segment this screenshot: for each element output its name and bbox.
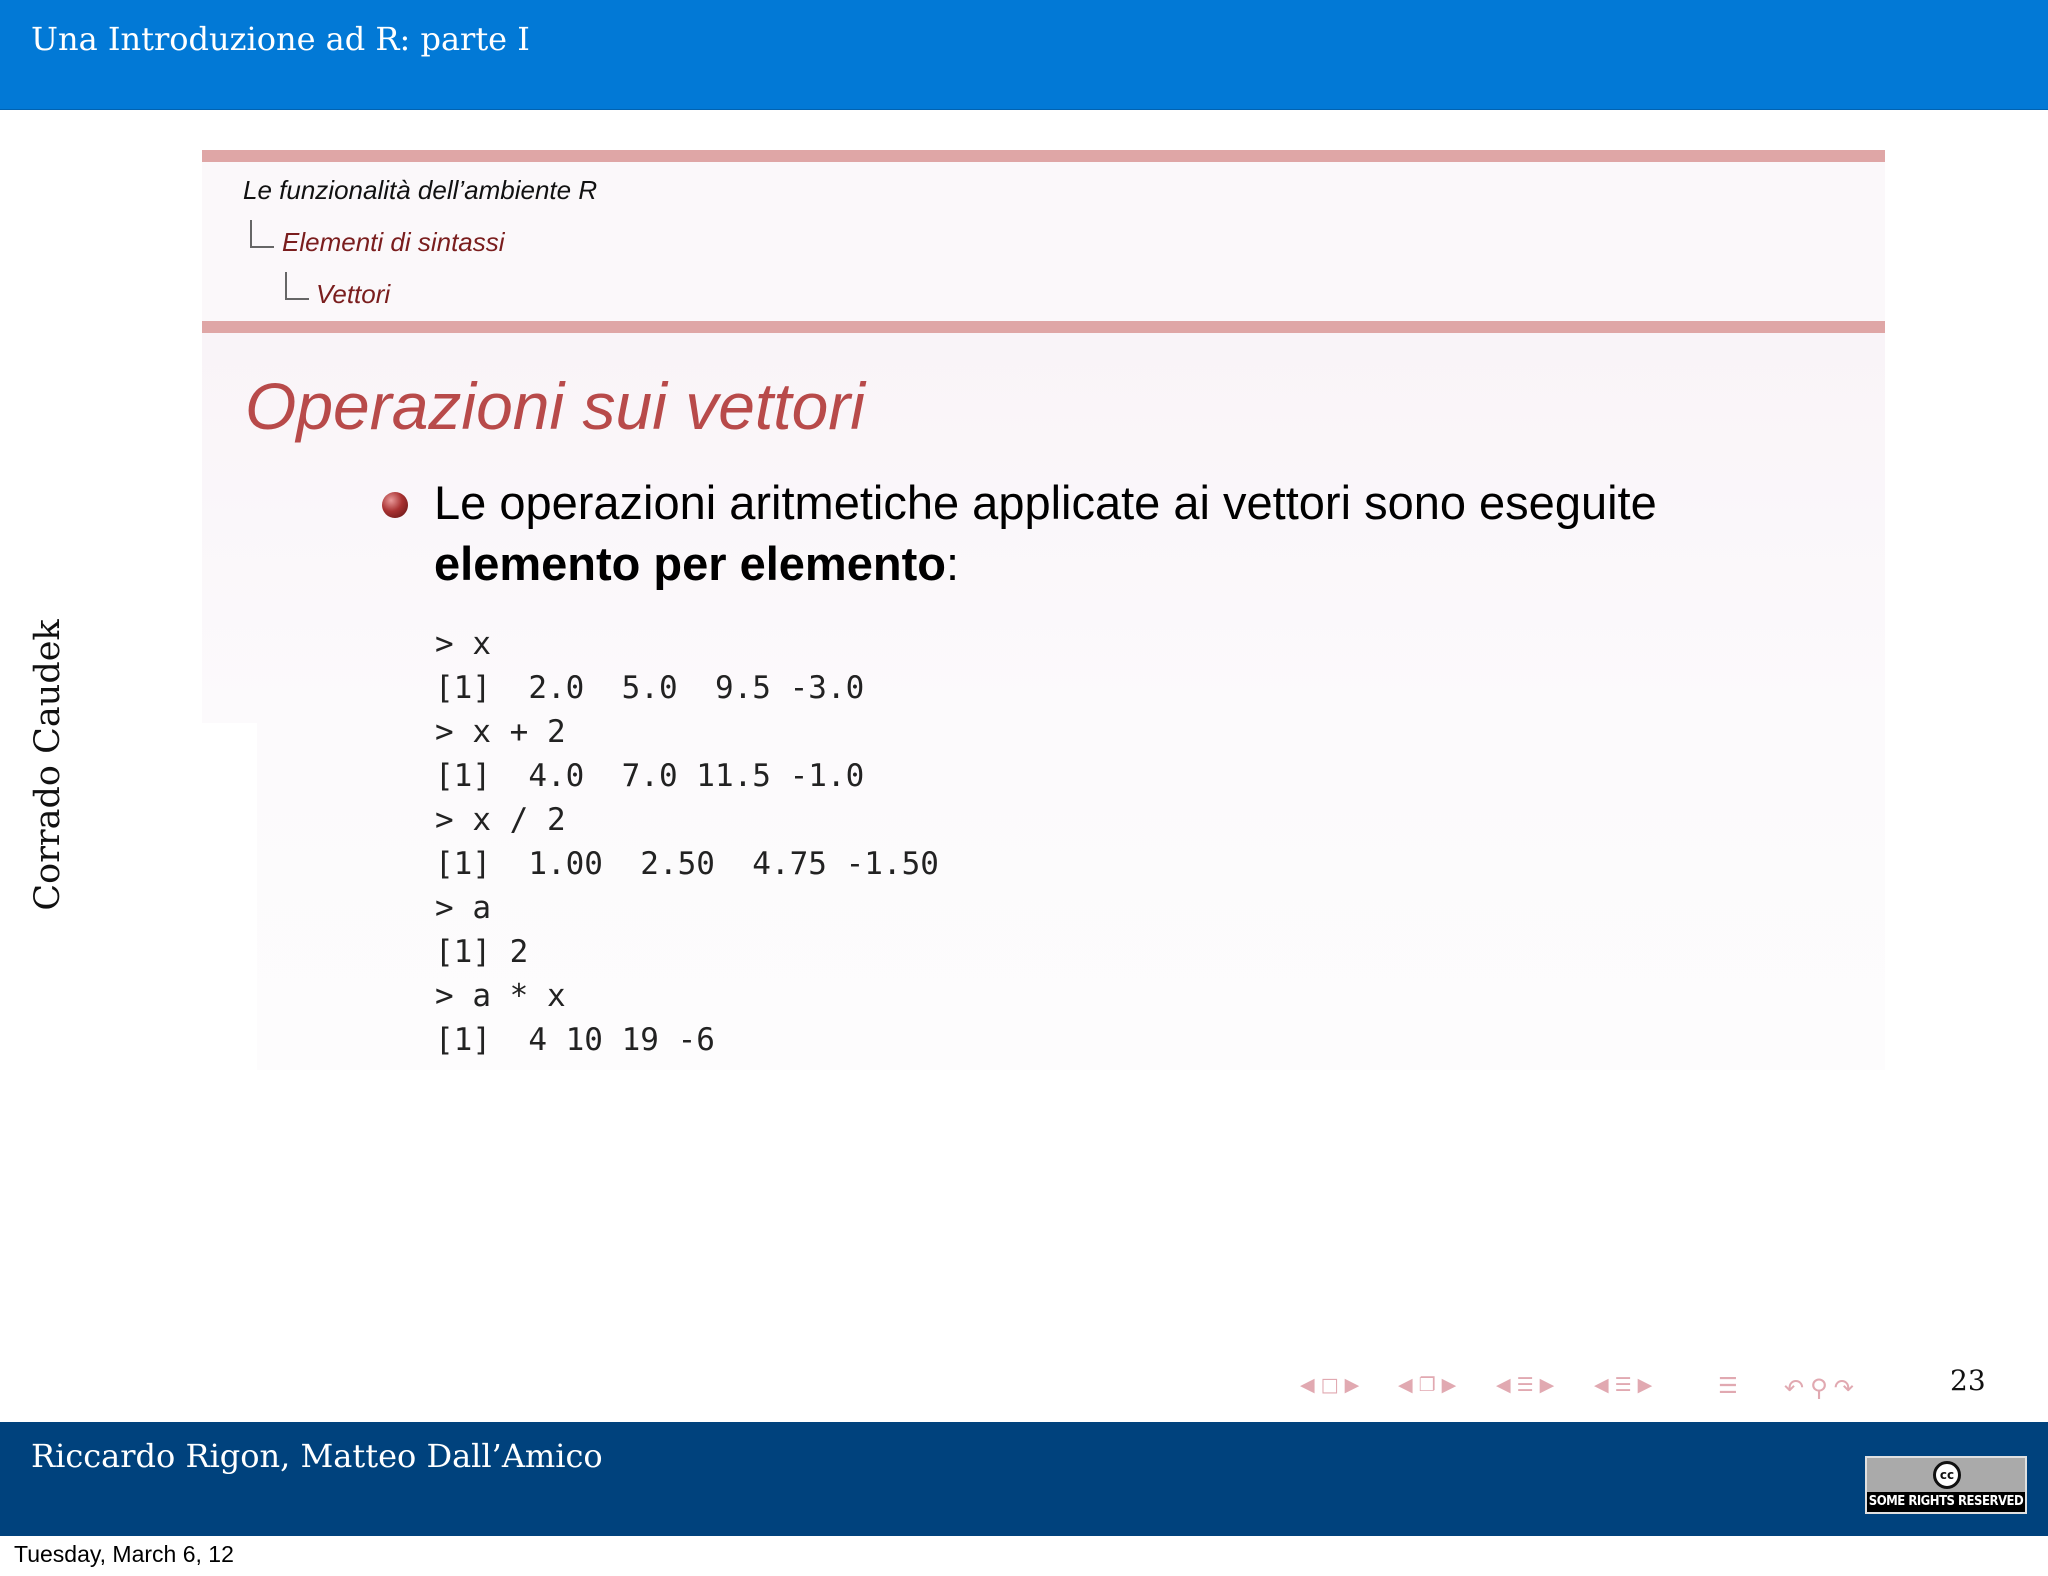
side-author-name: Corrado Caudek <box>28 619 68 911</box>
nav-frame-icon[interactable]: □ <box>1320 1374 1339 1396</box>
nav-next-document-icon[interactable]: ▶ <box>1637 1374 1653 1396</box>
nav-document-group <box>1594 1374 1658 1404</box>
bullet-bold-text: elemento per elemento <box>434 537 946 590</box>
code-line: > x + 2 <box>435 714 566 750</box>
code-line: [1] 2 <box>435 934 529 970</box>
page-date: Tuesday, March 6, 12 <box>14 1541 234 1567</box>
nav-tools-group <box>1784 1374 1860 1404</box>
code-line: [1] 2.0 5.0 9.5 -3.0 <box>435 670 865 706</box>
tree-connector-icon <box>250 220 274 248</box>
nav-toc-icon[interactable]: ☰ <box>1718 1374 1738 1399</box>
nav-prev-subsection-icon[interactable]: ◀ <box>1398 1374 1413 1396</box>
nav-subsection-group <box>1398 1374 1462 1404</box>
breadcrumb-rule-bottom <box>202 321 1885 333</box>
nav-next-frame-icon[interactable]: ▶ <box>1344 1374 1360 1396</box>
nav-prev-section-icon[interactable]: ◀ <box>1496 1374 1511 1396</box>
nav-forward-icon[interactable]: ↷ <box>1833 1374 1854 1402</box>
cc-logo-icon: cc <box>1933 1461 1961 1489</box>
bullet-text-line-1: Le operazioni aritmetiche applicate ai vettori sono eseguite <box>434 476 1657 529</box>
bullet-tail-text: : <box>945 537 959 590</box>
nav-document-icon[interactable]: ☰ <box>1614 1374 1632 1396</box>
breadcrumb-section[interactable]: Le funzionalità dell’ambiente R <box>243 175 598 205</box>
nav-prev-frame-icon[interactable]: ◀ <box>1300 1374 1315 1396</box>
code-line: [1] 4.0 7.0 11.5 -1.0 <box>435 758 865 794</box>
nav-next-subsection-icon[interactable]: ▶ <box>1441 1374 1457 1396</box>
cc-license-badge[interactable] <box>1865 1456 2027 1514</box>
breadcrumb-subsection[interactable]: Elementi di sintassi <box>282 227 505 257</box>
presentation-title: Una Introduzione ad R: parte I <box>31 20 530 58</box>
code-line: [1] 4 10 19 -6 <box>435 1022 715 1058</box>
bullet-ball-icon <box>382 492 408 518</box>
slide-frame <box>202 150 1885 1070</box>
breadcrumb-rule-top <box>202 150 1885 162</box>
nav-back-icon[interactable]: ↶ <box>1784 1374 1805 1402</box>
code-line: [1] 1.00 2.50 4.75 -1.50 <box>435 846 939 882</box>
nav-search-icon[interactable]: ⚲ <box>1810 1374 1828 1402</box>
nav-frame-group <box>1300 1374 1365 1404</box>
breadcrumb-subsubsection[interactable]: Vettori <box>316 279 391 309</box>
page-number: 23 <box>1950 1364 1986 1397</box>
nav-section-group <box>1496 1374 1560 1404</box>
slide-title: Operazioni sui vettori <box>245 369 865 443</box>
cc-license-text: SOME RIGHTS RESERVED <box>1867 1492 2025 1512</box>
footer-authors: Riccardo Rigon, Matteo Dall’Amico <box>31 1437 603 1475</box>
code-block <box>435 622 939 1062</box>
nav-section-icon[interactable]: ☰ <box>1516 1374 1534 1396</box>
tree-connector-icon <box>285 272 309 300</box>
code-line: > a * x <box>435 978 566 1014</box>
code-line: > a <box>435 890 491 926</box>
bullet-text-line-2 <box>434 536 959 591</box>
nav-next-section-icon[interactable]: ▶ <box>1539 1374 1555 1396</box>
nav-subsection-icon[interactable]: ❐ <box>1418 1374 1436 1396</box>
code-line: > x <box>435 626 491 662</box>
code-line: > x / 2 <box>435 802 566 838</box>
nav-prev-document-icon[interactable]: ◀ <box>1594 1374 1609 1396</box>
